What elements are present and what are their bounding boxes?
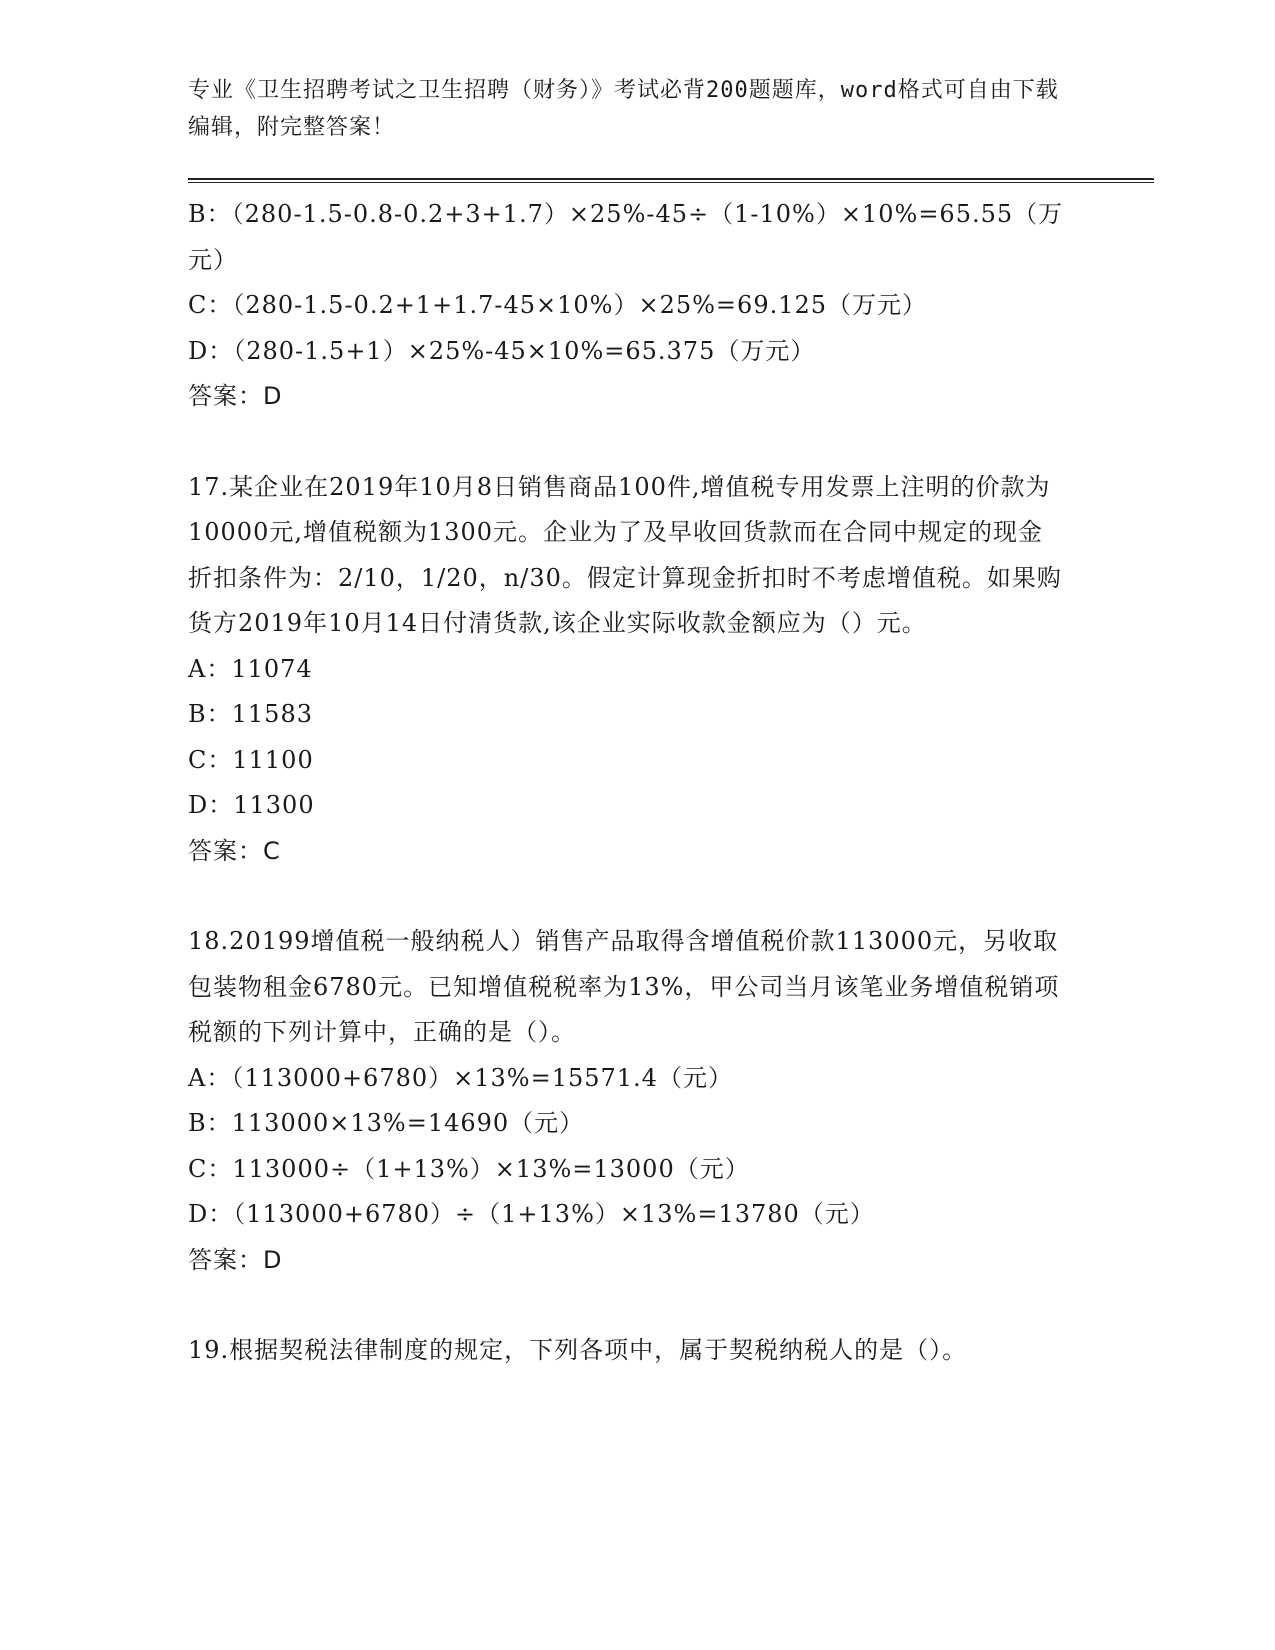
q17-answer: 答案：C	[188, 836, 281, 865]
q19-stem: 19.根据契税法律制度的规定，下列各项中，属于契税纳税人的是（）。	[188, 1336, 968, 1364]
q18-answer: 答案：D	[188, 1245, 283, 1274]
q17-option-d: D：11300	[188, 791, 315, 819]
q16-answer: 答案：D	[188, 382, 283, 410]
header-divider-thin	[188, 182, 1154, 183]
q17-option-a: A：11074	[188, 654, 313, 683]
q17-option-c: C：11100	[188, 745, 314, 774]
spacer	[188, 420, 1068, 465]
q17-option-b: B：11583	[188, 700, 313, 728]
spacer	[188, 874, 1068, 919]
q16-option-d: D：（280-1.5+1）×25%-45×10%=65.375（万元）	[188, 336, 816, 365]
q18-option-c: C：113000÷（1+13%）×13%=13000（元）	[188, 1154, 750, 1183]
q18-stem: 18.20199增值税一般纳税人）销售产品取得含增值税价款113000元，另收取包装物租金6780元。已知增值税税率为13%，甲公司当月该笔业务增值税销项税额的下列计算中，正确的是（）。	[188, 927, 1060, 1046]
q17-stem: 17.某企业在2019年10月8日销售商品100件,增值税专用发票上注明的价款为10000元,增值税额为1300元。企业为了及早收回货款而在合同中规定的现金折扣条件为：2/10，1/20，n/30。假定计算现金折扣时不考虑增值税。如果购货方2019年10月14日付清货款,该企业实际收款金额应为（）元。	[188, 472, 1062, 637]
document-body	[188, 192, 1068, 1374]
q16-option-c: C：（280-1.5-0.2+1+1.7-45×10%）×25%=69.125（万元）	[188, 291, 928, 319]
q16-option-b: B：（280-1.5-0.8-0.2+3+1.7）×25%-45÷（1-10%）×10%=65.55（万元）	[188, 200, 1064, 274]
q18-option-a: A：（113000+6780）×13%=15571.4（元）	[188, 1063, 733, 1092]
q18-option-d: D：（113000+6780）÷（1+13%）×13%=13780（元）	[188, 1200, 875, 1228]
spacer	[188, 1283, 1068, 1328]
header-divider-thick	[188, 178, 1154, 180]
q18-option-b: B：113000×13%=14690（元）	[188, 1109, 585, 1137]
page-header: 专业《卫生招聘考试之卫生招聘（财务）》考试必背200题题库，word格式可自由下载编辑，附完整答案！	[188, 78, 1059, 140]
